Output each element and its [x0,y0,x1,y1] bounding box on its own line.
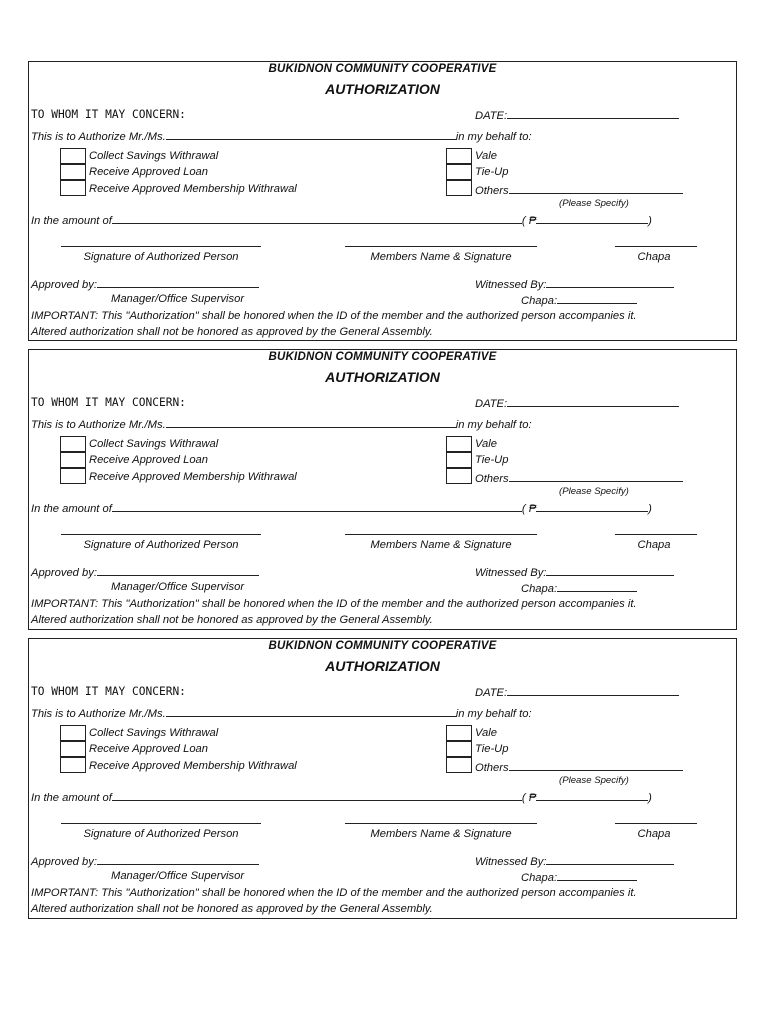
others-row [475,760,683,775]
others-specify-field[interactable] [509,183,683,194]
others-specify-field[interactable] [509,471,683,482]
option-approved-loan: Receive Approved Loan [89,166,208,178]
option-tie-up: Tie-Up [475,166,509,178]
checkbox-approved-loan[interactable] [60,741,86,757]
date-label: DATE: [475,398,508,410]
amount-row [31,790,652,805]
authorization-form-3 [28,638,737,919]
option-vale: Vale [475,438,497,450]
amount-words-field[interactable] [112,790,522,801]
approved-row [31,277,259,292]
witnessed-row [475,854,674,869]
approved-row [31,565,259,580]
to-whom-label: TO WHOM IT MAY CONCERN: [31,396,186,409]
chapa-signature-line[interactable] [615,823,697,824]
please-specify-hint: (Please Specify) [559,775,629,786]
witnessed-label: Witnessed By: [475,279,547,291]
chapa-label: Chapa [637,828,671,840]
authorization-form-2 [28,349,737,630]
date-row [475,108,679,123]
checkbox-collect-savings[interactable] [60,725,86,741]
member-signature-label: Members Name & Signature [370,251,512,263]
checkbox-vale[interactable] [446,436,472,452]
to-whom-label: TO WHOM IT MAY CONCERN: [31,108,186,121]
approved-label: Approved by: [31,856,97,868]
checkbox-approved-loan[interactable] [60,452,86,468]
authorize-row [31,417,532,432]
witness-chapa-label: Chapa: [521,583,558,595]
others-row [475,183,683,198]
behalf-label: in my behalf to: [455,131,532,143]
date-label: DATE: [475,687,508,699]
authorized-signature-line[interactable] [61,823,261,824]
altered-note: Altered authorization shall not be honored as approved by the General Assembly. [31,614,433,626]
amount-words-field[interactable] [112,501,522,512]
authorized-name-field[interactable] [166,706,456,717]
form-title: AUTHORIZATION [325,658,440,674]
option-collect-savings: Collect Savings Withrawal [89,727,219,739]
manager-title: Manager/Office Supervisor [111,581,245,593]
amount-figure-field[interactable] [536,790,648,801]
peso-open: ( ₱ [521,503,537,515]
authorize-row [31,129,532,144]
authorization-form-1 [28,61,737,341]
witnessed-label: Witnessed By: [475,567,547,579]
option-vale: Vale [475,727,497,739]
amount-figure-field[interactable] [536,213,648,224]
approved-label: Approved by: [31,567,97,579]
date-field[interactable] [507,108,679,119]
checkbox-tie-up[interactable] [446,452,472,468]
authorized-signature-label: Signature of Authorized Person [83,251,239,263]
authorized-signature-label: Signature of Authorized Person [83,539,239,551]
authorize-label: This is to Authorize Mr./Ms. [31,131,166,143]
amount-row [31,213,652,228]
approved-row [31,854,259,869]
witness-chapa-row [521,581,637,596]
important-note: IMPORTANT: This "Authorization" shall be honored when the ID of the member and the authorized person accompanies it. [31,598,637,610]
option-membership-withdrawal: Receive Approved Membership Withrawal [89,471,297,483]
authorized-name-field[interactable] [166,129,456,140]
witness-chapa-field[interactable] [557,870,637,881]
behalf-label: in my behalf to: [455,708,532,720]
amount-label: In the amount of [31,792,112,804]
date-field[interactable] [507,685,679,696]
witnessed-label: Witnessed By: [475,856,547,868]
please-specify-hint: (Please Specify) [559,486,629,497]
manager-title: Manager/Office Supervisor [111,293,245,305]
checkbox-collect-savings[interactable] [60,436,86,452]
peso-close: ) [648,503,652,515]
authorized-name-field[interactable] [166,417,456,428]
approved-label: Approved by: [31,279,97,291]
checkbox-membership-withdrawal[interactable] [60,757,86,773]
option-vale: Vale [475,150,497,162]
others-row [475,471,683,486]
date-row [475,685,679,700]
authorized-signature-line[interactable] [61,534,261,535]
option-membership-withdrawal: Receive Approved Membership Withrawal [89,760,297,772]
peso-open: ( ₱ [521,215,537,227]
altered-note: Altered authorization shall not be honored as approved by the General Assembly. [31,326,433,338]
form-title: AUTHORIZATION [325,81,440,97]
checkbox-approved-loan[interactable] [60,164,86,180]
witnessed-row [475,277,674,292]
checkbox-vale[interactable] [446,148,472,164]
checkbox-tie-up[interactable] [446,164,472,180]
witness-chapa-row [521,293,637,308]
member-signature-line[interactable] [345,246,537,247]
behalf-label: in my behalf to: [455,419,532,431]
checkbox-others[interactable] [446,180,472,196]
chapa-label: Chapa [637,251,671,263]
option-others: Others [475,762,509,774]
important-note: IMPORTANT: This "Authorization" shall be honored when the ID of the member and the authorized person accompanies it. [31,887,637,899]
amount-words-field[interactable] [112,213,522,224]
organization-name: BUKIDNON COMMUNITY COOPERATIVE [268,640,497,652]
witness-chapa-label: Chapa: [521,872,558,884]
altered-note: Altered authorization shall not be honored as approved by the General Assembly. [31,903,433,915]
approved-by-field[interactable] [97,565,259,576]
witness-chapa-field[interactable] [557,293,637,304]
peso-open: ( ₱ [521,792,537,804]
form-title: AUTHORIZATION [325,369,440,385]
member-signature-label: Members Name & Signature [370,828,512,840]
witnessed-row [475,565,674,580]
checkbox-vale[interactable] [446,725,472,741]
option-membership-withdrawal: Receive Approved Membership Withrawal [89,183,297,195]
authorized-signature-line[interactable] [61,246,261,247]
checkbox-tie-up[interactable] [446,741,472,757]
important-note: IMPORTANT: This "Authorization" shall be honored when the ID of the member and the authorized person accompanies it. [31,310,637,322]
date-label: DATE: [475,110,508,122]
checkbox-collect-savings[interactable] [60,148,86,164]
approved-by-field[interactable] [97,854,259,865]
option-others: Others [475,473,509,485]
approved-by-field[interactable] [97,277,259,288]
authorize-row [31,706,532,721]
option-collect-savings: Collect Savings Withrawal [89,438,219,450]
option-approved-loan: Receive Approved Loan [89,743,208,755]
witnessed-by-field[interactable] [546,565,674,576]
organization-name: BUKIDNON COMMUNITY COOPERATIVE [268,351,497,363]
manager-title: Manager/Office Supervisor [111,870,245,882]
others-specify-field[interactable] [509,760,683,771]
witness-chapa-row [521,870,637,885]
date-field[interactable] [507,396,679,407]
to-whom-label: TO WHOM IT MAY CONCERN: [31,685,186,698]
organization-name: BUKIDNON COMMUNITY COOPERATIVE [268,63,497,75]
chapa-signature-line[interactable] [615,534,697,535]
checkbox-membership-withdrawal[interactable] [60,468,86,484]
option-collect-savings: Collect Savings Withrawal [89,150,219,162]
date-row [475,396,679,411]
witness-chapa-label: Chapa: [521,295,558,307]
witnessed-by-field[interactable] [546,277,674,288]
member-signature-line[interactable] [345,823,537,824]
amount-row [31,501,652,516]
amount-figure-field[interactable] [536,501,648,512]
checkbox-others[interactable] [446,468,472,484]
checkbox-others[interactable] [446,757,472,773]
authorized-signature-label: Signature of Authorized Person [83,828,239,840]
chapa-label: Chapa [637,539,671,551]
peso-close: ) [648,792,652,804]
chapa-signature-line[interactable] [615,246,697,247]
peso-close: ) [648,215,652,227]
please-specify-hint: (Please Specify) [559,198,629,209]
option-tie-up: Tie-Up [475,743,509,755]
option-tie-up: Tie-Up [475,454,509,466]
witnessed-by-field[interactable] [546,854,674,865]
checkbox-membership-withdrawal[interactable] [60,180,86,196]
amount-label: In the amount of [31,215,112,227]
amount-label: In the amount of [31,503,112,515]
option-others: Others [475,185,509,197]
member-signature-line[interactable] [345,534,537,535]
authorize-label: This is to Authorize Mr./Ms. [31,708,166,720]
witness-chapa-field[interactable] [557,581,637,592]
option-approved-loan: Receive Approved Loan [89,454,208,466]
authorize-label: This is to Authorize Mr./Ms. [31,419,166,431]
member-signature-label: Members Name & Signature [370,539,512,551]
